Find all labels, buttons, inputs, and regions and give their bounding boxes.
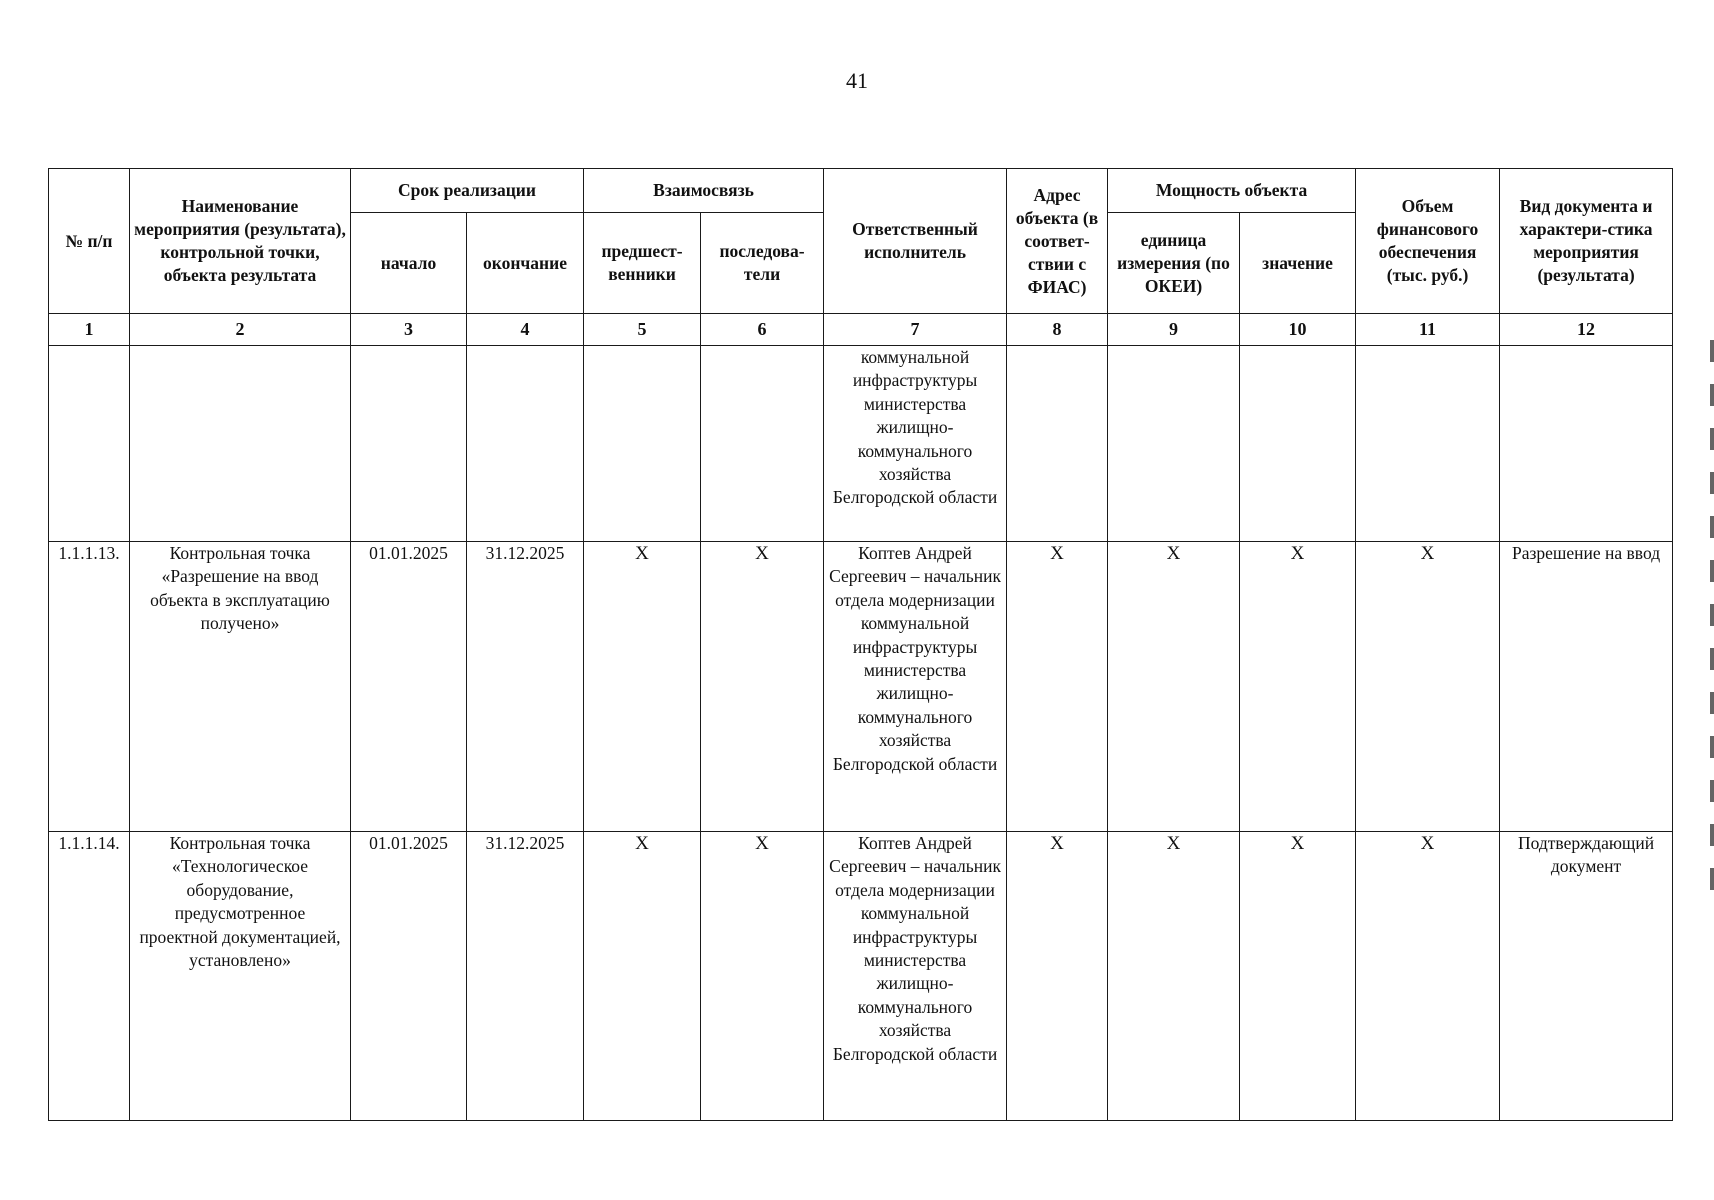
cell-value: X [1240, 832, 1356, 1121]
header-number: № п/п [49, 169, 130, 314]
cell-start: 01.01.2025 [351, 542, 467, 832]
cell-empty [1108, 346, 1240, 542]
cell-successors: X [701, 542, 824, 832]
header-start: начало [351, 213, 467, 314]
header-capacity-group: Мощность объекта [1108, 169, 1356, 213]
column-number: 4 [467, 314, 584, 346]
plan-table [48, 168, 1673, 1121]
cell-empty [1240, 346, 1356, 542]
cell-empty [130, 346, 351, 542]
cell-empty [1356, 346, 1500, 542]
cell-empty [351, 346, 467, 542]
header-responsible: Ответственный исполнитель [824, 169, 1007, 314]
scan-edge-marks [1710, 340, 1714, 900]
table-row [49, 542, 1673, 832]
column-number: 11 [1356, 314, 1500, 346]
header-value: значение [1240, 213, 1356, 314]
cell-predecessors: X [584, 832, 701, 1121]
column-number: 2 [130, 314, 351, 346]
cell-start: 01.01.2025 [351, 832, 467, 1121]
cell-financing: X [1356, 542, 1500, 832]
column-number: 1 [49, 314, 130, 346]
cell-financing: X [1356, 832, 1500, 1121]
column-number: 5 [584, 314, 701, 346]
header-name: Наименование мероприятия (результата), контрольной точки, объекта результата [130, 169, 351, 314]
header-relation-group: Взаимосвязь [584, 169, 824, 213]
cell-responsible: Коптев Андрей Сергеевич – начальник отдела модернизации коммунальной инфраструктуры министерства жилищно-коммунального хозяйства Белгородской области [824, 832, 1007, 1121]
cell-predecessors: X [584, 542, 701, 832]
column-number: 6 [701, 314, 824, 346]
cell-empty [1500, 346, 1673, 542]
cell-address: X [1007, 542, 1108, 832]
cell-name: Контрольная точка «Технологическое оборудование, предусмотренное проектной документацией, установлено» [130, 832, 351, 1121]
column-number: 3 [351, 314, 467, 346]
column-number: 9 [1108, 314, 1240, 346]
column-number: 10 [1240, 314, 1356, 346]
header-document: Вид документа и характери-стика мероприятия (результата) [1500, 169, 1673, 314]
header-financing: Объем финансового обеспечения (тыс. руб.) [1356, 169, 1500, 314]
cell-successors: X [701, 832, 824, 1121]
column-number: 12 [1500, 314, 1673, 346]
cell-number: 1.1.1.14. [49, 832, 130, 1121]
cell-empty [49, 346, 130, 542]
header-end: окончание [467, 213, 584, 314]
page-number: 41 [846, 68, 868, 93]
header-successors: последова-тели [701, 213, 824, 314]
column-number: 7 [824, 314, 1007, 346]
cell-address: X [1007, 832, 1108, 1121]
cell-name: Контрольная точка «Разрешение на ввод объекта в эксплуатацию получено» [130, 542, 351, 832]
cell-empty [467, 346, 584, 542]
cell-responsible: Коптев Андрей Сергеевич – начальник отдела модернизации коммунальной инфраструктуры министерства жилищно-коммунального хозяйства Белгородской области [824, 542, 1007, 832]
cell-empty [701, 346, 824, 542]
cell-responsible: коммунальной инфраструктуры министерства жилищно-коммунального хозяйства Белгородской области [824, 346, 1007, 542]
cell-document: Разрешение на ввод [1500, 542, 1673, 832]
cell-empty [1007, 346, 1108, 542]
cell-unit: X [1108, 542, 1240, 832]
header-term-group: Срок реализации [351, 169, 584, 213]
cell-end: 31.12.2025 [467, 832, 584, 1121]
header-predecessors: предшест-венники [584, 213, 701, 314]
cell-unit: X [1108, 832, 1240, 1121]
cell-empty [584, 346, 701, 542]
cell-end: 31.12.2025 [467, 542, 584, 832]
cell-number: 1.1.1.13. [49, 542, 130, 832]
column-number: 8 [1007, 314, 1108, 346]
table-row-continuation [49, 346, 1673, 542]
cell-document: Подтверждающий документ [1500, 832, 1673, 1121]
header-unit: единица измерения (по ОКЕИ) [1108, 213, 1240, 314]
header-address: Адрес объекта (в соответ-ствии с ФИАС) [1007, 169, 1108, 314]
cell-value: X [1240, 542, 1356, 832]
table-row [49, 832, 1673, 1121]
